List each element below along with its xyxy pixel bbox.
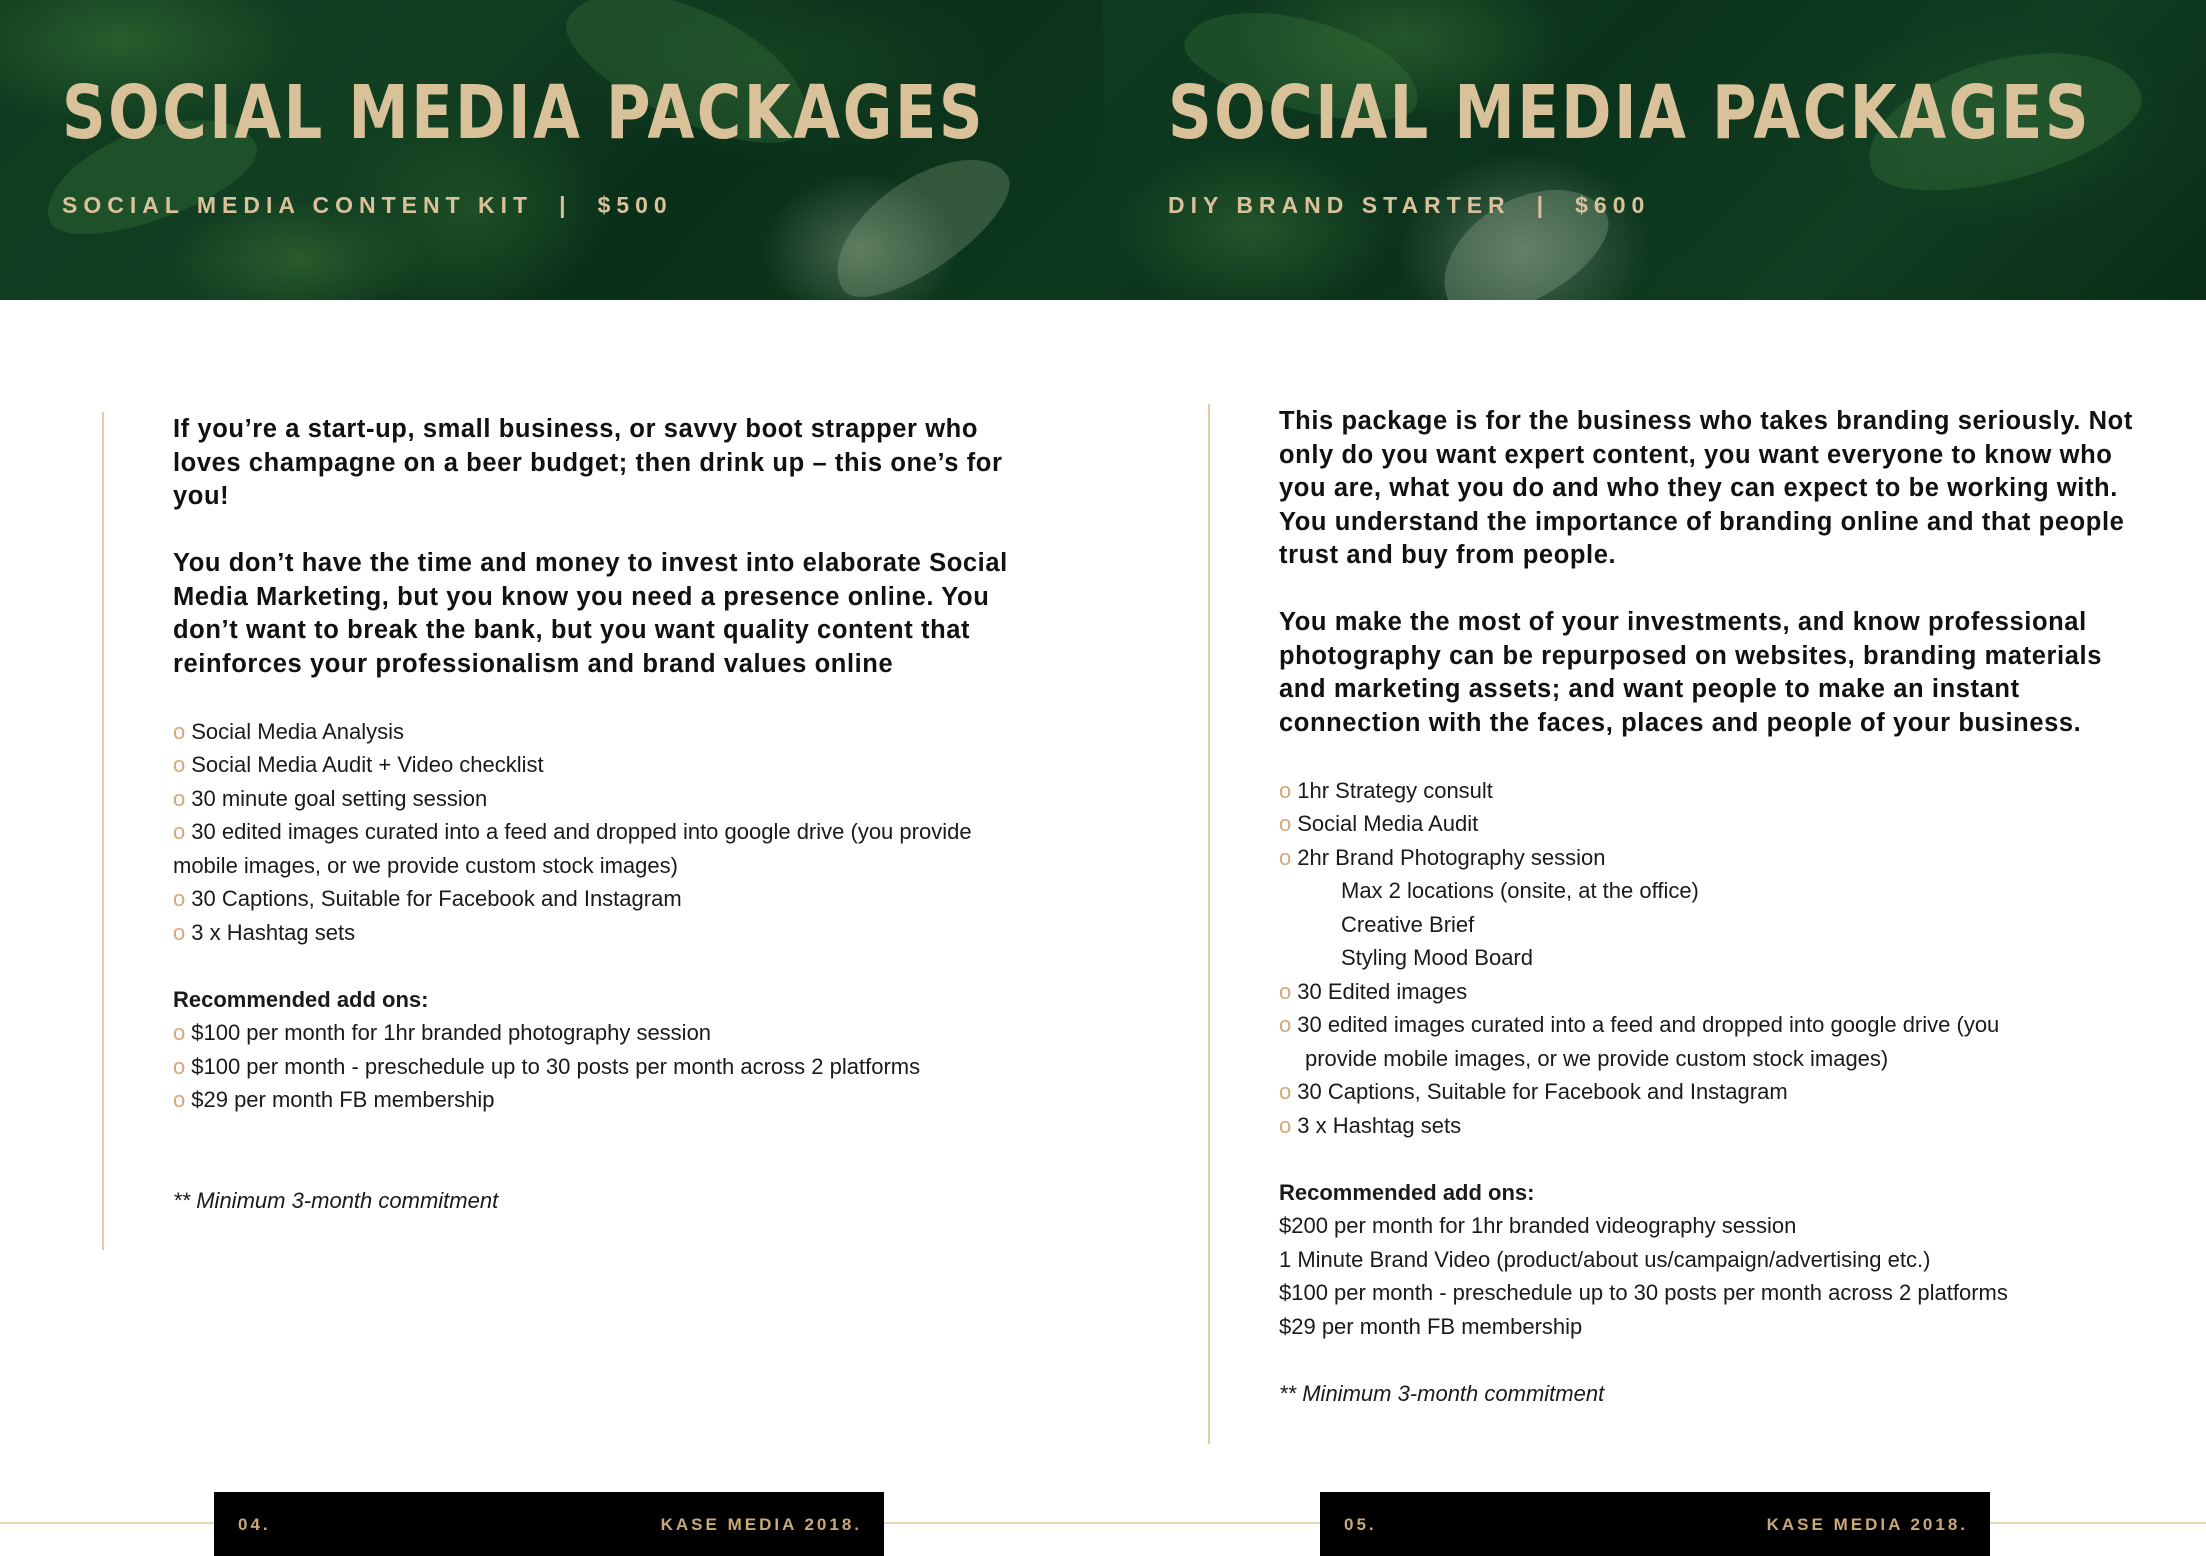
list-item: o Social Media Audit + Video checklist — [173, 752, 544, 777]
list-item: o $100 per month for 1hr branded photography session — [173, 1020, 712, 1045]
bullet-icon: o — [1279, 1012, 1292, 1037]
page-number: 05. — [1344, 1515, 1377, 1534]
bullet-icon: o — [173, 886, 186, 911]
sub-list-item: Max 2 locations (onsite, at the office) — [1341, 878, 1699, 903]
feature-list — [173, 715, 1013, 950]
list-item: $100 per month - preschedule up to 30 posts per month across 2 platforms — [1279, 1280, 2008, 1305]
list-item: o 30 Captions, Suitable for Facebook and Instagram — [173, 886, 682, 911]
bullet-icon: o — [173, 919, 186, 945]
package-description — [1279, 405, 2139, 1410]
accent-divider — [1208, 404, 1210, 1444]
header-banner — [1103, 0, 2206, 300]
list-item: o $100 per month - preschedule up to 30 posts per month across 2 platforms — [173, 1053, 921, 1079]
commitment-note: ** Minimum 3-month commitment — [173, 1187, 499, 1213]
addons-heading: Recommended add ons: — [1279, 1179, 1535, 1205]
intro-paragraph: You don’t have the time and money to invest into elaborate Social Media Marketing, but you know you need a presence online. You don’t want to break the bank, but you want quality content that reinforces your professionalism and brand values online — [173, 549, 1008, 678]
list-item: o Social Media Audit — [1279, 811, 1479, 836]
accent-divider — [102, 412, 104, 1250]
addons-list — [173, 1016, 1013, 1117]
intro-paragraph: This package is for the business who takes branding seriously. Not only do you want expert content, you want everyone to know who you are, what you do and who they can expect to be working with. You understand the importance of branding online and that people trust and buy from people. — [1279, 407, 2133, 569]
list-item: $200 per month for 1hr branded videography session — [1279, 1213, 1797, 1238]
page-number: 04. — [238, 1515, 271, 1534]
list-item: o 3 x Hashtag sets — [173, 919, 356, 945]
list-item: o 30 edited images curated into a feed and dropped into google drive (you — [1279, 1012, 2000, 1037]
sub-list-item: Creative Brief — [1341, 911, 1475, 937]
list-item: o 1hr Strategy consult — [1279, 777, 1493, 803]
sub-list-item: Styling Mood Board — [1341, 945, 1533, 970]
header-banner — [0, 0, 1103, 300]
addons-heading: Recommended add ons: — [173, 986, 429, 1012]
banner-subtitle — [1168, 192, 1650, 219]
commitment-note: ** Minimum 3-month commitment — [1279, 1380, 1605, 1406]
intro-paragraph: If you’re a start-up, small business, or savvy boot strapper who loves champagne on a beer budget; then drink up – this one’s for you! — [173, 415, 1003, 510]
list-item: o 30 minute goal setting session — [173, 785, 488, 811]
bullet-icon: o — [173, 785, 186, 811]
bullet-icon: o — [173, 1020, 186, 1045]
list-item: o 3 x Hashtag sets — [1279, 1112, 1462, 1138]
addons-list — [1279, 1209, 2139, 1343]
package-price: $600 — [1575, 192, 1651, 218]
list-item: o 30 edited images curated into a feed and dropped into google drive (you provide mobile images, or we provide custom stock images) — [173, 819, 972, 878]
footer-brand: KASE MEDIA 2018. — [660, 1515, 862, 1534]
banner-subtitle — [62, 192, 673, 219]
package-name: SOCIAL MEDIA CONTENT KIT — [62, 192, 534, 218]
package-description — [173, 413, 1013, 1217]
banner-title: SOCIAL MEDIA PACKAGES — [1168, 70, 2092, 156]
footer-bar — [214, 1492, 884, 1556]
footer-brand: KASE MEDIA 2018. — [1766, 1515, 1968, 1534]
footer-bar — [1320, 1492, 1990, 1556]
list-item: 1 Minute Brand Video (product/about us/campaign/advertising etc.) — [1279, 1246, 1931, 1272]
list-item-continuation: provide mobile images, or we provide custom stock images) — [1305, 1045, 1889, 1071]
list-item: $29 per month FB membership — [1279, 1313, 1583, 1339]
list-item: o 30 Edited images — [1279, 978, 1468, 1004]
bullet-icon: o — [1279, 844, 1292, 870]
intro-paragraph: You make the most of your investments, and know professional photography can be repurposed on websites, branding materials and marketing assets; and want people to make an instant connection with the faces, places and people of your business. — [1279, 608, 2102, 737]
package-name: DIY BRAND STARTER — [1168, 192, 1511, 218]
bullet-icon: o — [1279, 1112, 1292, 1138]
separator: | — [559, 192, 572, 218]
list-item: o 30 Captions, Suitable for Facebook and Instagram — [1279, 1079, 1788, 1104]
bullet-icon: o — [1279, 978, 1292, 1004]
list-item: o Social Media Analysis — [173, 718, 405, 744]
banner-title: SOCIAL MEDIA PACKAGES — [62, 70, 986, 156]
bullet-icon: o — [1279, 777, 1292, 803]
bullet-icon: o — [173, 718, 186, 744]
bullet-icon: o — [1279, 1079, 1292, 1104]
separator: | — [1536, 192, 1550, 218]
list-item: o $29 per month FB membership — [173, 1087, 495, 1112]
page-right — [1103, 0, 2206, 1556]
feature-list — [1279, 774, 2139, 1143]
bullet-icon: o — [173, 752, 186, 777]
bullet-icon: o — [173, 1087, 186, 1112]
package-price: $500 — [597, 192, 673, 218]
bullet-icon: o — [173, 1053, 186, 1079]
bullet-icon: o — [1279, 811, 1292, 836]
bullet-icon: o — [173, 819, 186, 844]
list-item: o 2hr Brand Photography session — [1279, 844, 1606, 870]
